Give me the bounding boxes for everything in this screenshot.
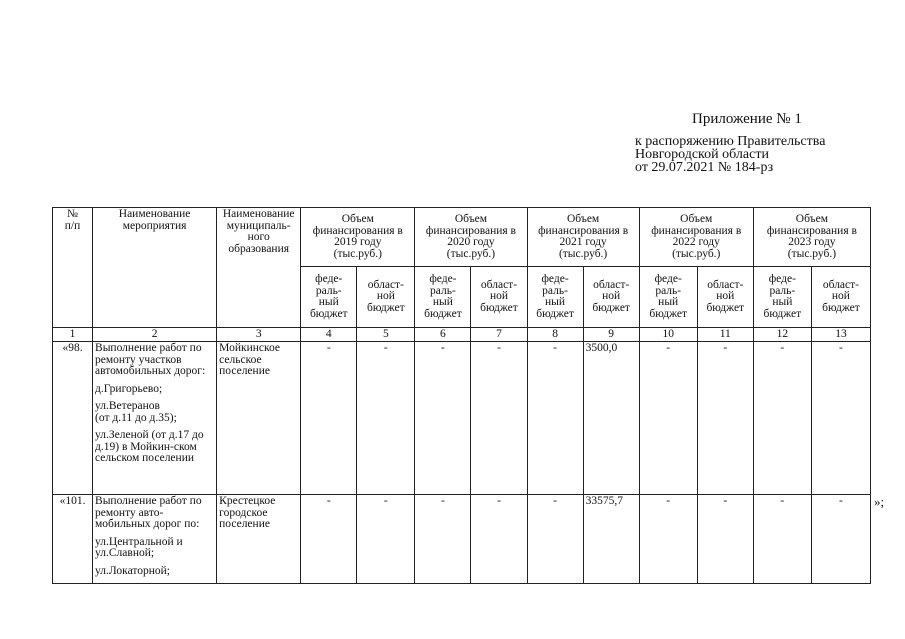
col-number: 10 <box>639 328 697 342</box>
col-number: 6 <box>415 328 471 342</box>
event-text: ул.Ветеранов (от д.11 до д.35); <box>95 400 177 424</box>
table-row <box>53 342 871 495</box>
col-number: 3 <box>217 328 301 342</box>
header-regional: област- ной бюджет <box>697 267 753 328</box>
row-municipality: Крестецкое городское поселение <box>217 495 301 584</box>
appendix-header <box>635 113 895 174</box>
value-cell: - <box>415 342 471 495</box>
row-number: «101. <box>53 495 93 584</box>
col-number: 4 <box>301 328 357 342</box>
row-municipality: Мойкинское сельское поселение <box>217 342 301 495</box>
value-cell: - <box>301 342 357 495</box>
value-cell: - <box>301 495 357 584</box>
event-text: ул.Центральной и ул.Славной; <box>95 535 183 559</box>
header-year-2023: Объем финансирования в 2023 году (тыс.руб.) <box>753 208 870 267</box>
table-row <box>53 495 871 584</box>
header-event: Наименование мероприятия <box>93 208 217 328</box>
closing-quote-mark: »; <box>874 494 885 509</box>
header-federal: феде- раль- ный бюджет <box>527 267 583 328</box>
event-text: Выполнение работ по ремонту авто-мобильных дорог по: <box>95 495 202 530</box>
value-cell: - <box>527 495 583 584</box>
event-text: ул.Зеленой (от д.17 до д.19) в Мойкин-ском сельском поселении <box>95 429 204 464</box>
value-cell: - <box>639 495 697 584</box>
value-cell: - <box>471 495 527 584</box>
col-number: 11 <box>697 328 753 342</box>
header-year-2021: Объем финансирования в 2021 году (тыс.руб.) <box>527 208 639 267</box>
event-text: Выполнение работ по ремонту участков автомобильных дорог: <box>95 342 206 377</box>
col-number: 9 <box>583 328 639 342</box>
event-text: ул.Локаторной; <box>95 564 171 577</box>
header-num: № п/п <box>53 208 93 328</box>
row-number: «98. <box>53 342 93 495</box>
header-regional: област- ной бюджет <box>471 267 527 328</box>
value-cell: - <box>811 342 870 495</box>
value-cell: - <box>753 342 811 495</box>
col-number: 12 <box>753 328 811 342</box>
value-cell: - <box>753 495 811 584</box>
value-cell: - <box>639 342 697 495</box>
value-cell: - <box>811 495 870 584</box>
header-year-2019: Объем финансирования в 2019 году (тыс.руб.) <box>301 208 415 267</box>
col-number: 13 <box>811 328 870 342</box>
value-cell: 33575,7 <box>583 495 639 584</box>
column-number-row <box>53 328 871 342</box>
appendix-title: Приложение № 1 <box>692 111 802 127</box>
event-text: д.Григорьево; <box>95 382 163 395</box>
appendix-line-1: к распоряжению Правительства <box>635 134 826 149</box>
header-regional: област- ной бюджет <box>811 267 870 328</box>
value-cell: - <box>527 342 583 495</box>
header-federal: феде- раль- ный бюджет <box>753 267 811 328</box>
value-cell: 3500,0 <box>583 342 639 495</box>
col-number: 7 <box>471 328 527 342</box>
row-event <box>93 495 217 584</box>
col-number: 2 <box>93 328 217 342</box>
header-federal: феде- раль- ный бюджет <box>415 267 471 328</box>
header-regional: област- ной бюджет <box>357 267 415 328</box>
col-number: 1 <box>53 328 93 342</box>
row-event <box>93 342 217 495</box>
value-cell: - <box>471 342 527 495</box>
col-number: 5 <box>357 328 415 342</box>
value-cell: - <box>357 342 415 495</box>
value-cell: - <box>697 495 753 584</box>
header-federal: феде- раль- ный бюджет <box>639 267 697 328</box>
value-cell: - <box>697 342 753 495</box>
header-year-2022: Объем финансирования в 2022 году (тыс.руб.) <box>639 208 753 267</box>
value-cell: - <box>357 495 415 584</box>
header-year-2020: Объем финансирования в 2020 году (тыс.руб.) <box>415 208 527 267</box>
appendix-line-2: Новгородской области <box>635 147 769 162</box>
header-municipality: Наименование муниципаль- ного образования <box>217 208 301 328</box>
header-regional: област- ной бюджет <box>583 267 639 328</box>
value-cell: - <box>415 495 471 584</box>
header-federal: феде- раль- ный бюджет <box>301 267 357 328</box>
financing-table <box>52 207 871 584</box>
col-number: 8 <box>527 328 583 342</box>
appendix-line-3: от 29.07.2021 № 184-рз <box>635 160 774 175</box>
